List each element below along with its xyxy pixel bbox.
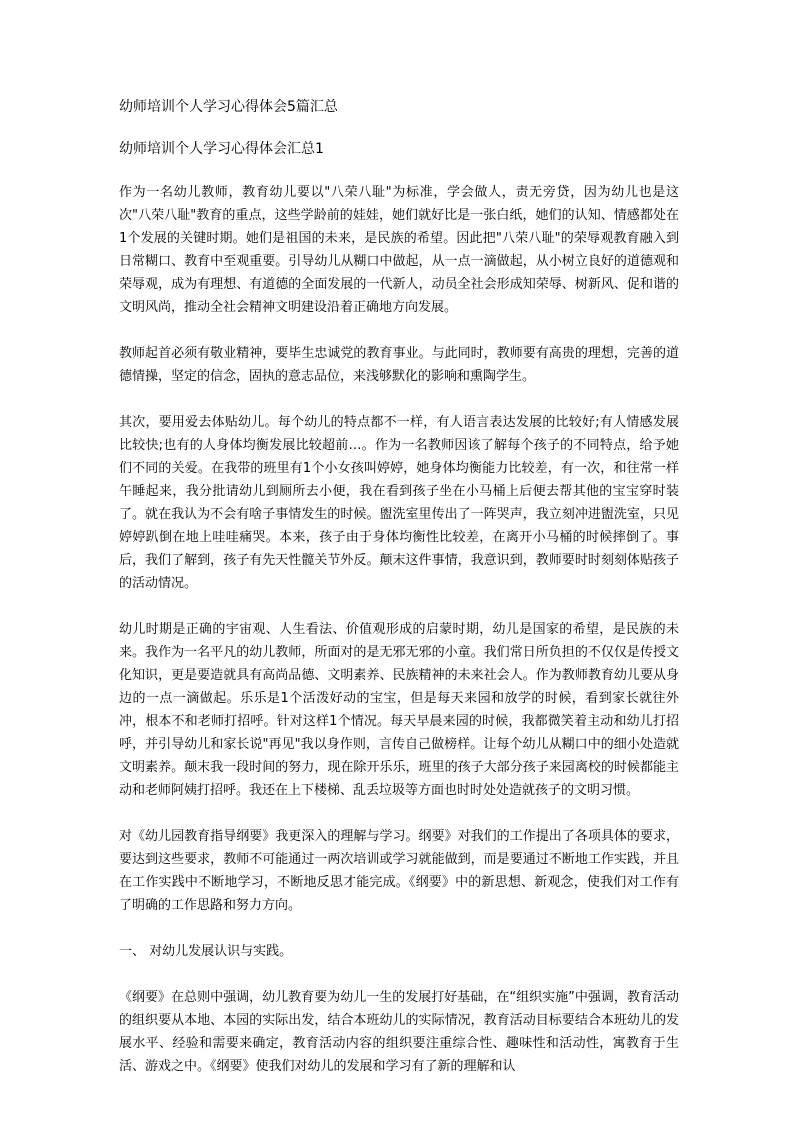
paragraph-2: 教师起首必须有敬业精神，要毕生忠诚党的教育事业。与此同时，教师要有高贵的理想，完善的道德情操，坚定的信念，固执的意志品位，来浅够默化的影响和熏陶学生。 (119, 346, 679, 384)
section-heading: 一、 对幼儿发展认识与实践。 (119, 944, 293, 959)
paragraph-3: 其次，要用爱去体贴幼儿。每个幼儿的特点都不一样，有人语言表达发展的比较好;有人情感发展比较快;也有的人身体均衡发展比较超前…。作为一名教师因该了解每个孩子的不同特点，给予她们不同的关爱。在我带的班里有1个小女孩叫婷婷，她身体均衡能力比较差，有一次，和往常一样午睡起来，我分批请幼儿到厕所去小便，我在看到孩子坐在小马桶上后便去帮其他的宝宝穿时装了。就在我认为不会有啥子事情发生的时候。盥洗室里传出了一阵哭声，我立刻冲进盥洗室，只见婷婷趴倒在地上哇哇痛哭。本来，孩子由于身体均衡性比较差，在离开小马桶的时候摔倒了。事后，我们了解到，孩子有先天性髋关节外反。颠末这件事情，我意识到，教师要时时刻刻体贴孩子的活动情况。 (119, 415, 679, 591)
document-page (119, 97, 679, 1078)
paragraph-4: 幼儿时期是正确的宇宙观、人生看法、价值观形成的启蒙时期，幼儿是国家的希望，是民族的未来。我作为一名平凡的幼儿教师，所面对的是无邪无邪的小童。我们常日所负担的不仅仅是传授文化知识，更是要造就具有高尚品德、文明素养、民族精神的未来社会人。作为教师教育幼儿要从身边的一点一滴做起。乐乐是1个活泼好动的宝宝，但是每天来园和放学的时候，看到家长就往外冲，根本不和老师打招呼。针对这样1个情况。每天早晨来园的时候，我都微笑着主动和幼儿打招呼，并引导幼儿和家长说"再见"我以身作则，言传自己做榜样。让每个幼儿从糊口中的细小处造就文明素养。颠末我一段时间的努力，现在除开乐乐，班里的孩子大部分孩子来园离校的时候都能主动和老师阿姨打招呼。我还在上下楼梯、乱丢垃圾等方面也时时处处造就孩子的文明习惯。 (119, 622, 679, 798)
final-paragraph: 《纲要》在总则中强调，幼儿教育要为幼儿一生的发展打好基础，在“组织实施”中强调，教育活动的组织要从本地、本园的实际出发，结合本班幼儿的实际情况，教育活动目标要结合本班幼儿的发展水平、经验和需要来确定，教育活动内容的组织要注重综合性、趣味性和活动性，寓教育于生活、游戏之中。《纲要》使我们对幼儿的发展和学习有了新的理解和认 (119, 990, 679, 1074)
paragraph-1: 作为一名幼儿教师，教育幼儿要以"八荣八耻"为标准，学会做人，责无旁贷，因为幼儿也是这次"八荣八耻"教育的重点，这些学龄前的娃娃，她们就好比是一张白纸，她们的认知、情感都处在1个发展的关键时期。她们是祖国的未来，是民族的希望。因此把"八荣八耻"的荣辱观教育融入到日常糊口、教育中至观重要。引导幼儿从糊口中做起，从一点一滴做起，从小树立良好的道德观和荣辱观，成为有理想、有道德的全面发展的一代新人，动员全社会形成知荣辱、树新风、促和谐的文明风尚，推动全社会精神文明建设沿着正确地方向发展。 (119, 185, 679, 315)
paragraph-5: 对《幼儿园教育指导纲要》我更深入的理解与学习。纲要》对我们的工作提出了各项具体的要求，要达到这些要求，教师不可能通过一两次培训或学习就能做到，而是要通过不断地工作实践，并且在工作实践中不断地学习，不断地反思才能完成。《纲要》中的新思想、新观念，使我们对工作有了明确的工作思路和努力方向。 (119, 829, 679, 913)
document-title: 幼师培训个人学习心得体会5篇汇总 (119, 99, 338, 115)
document-subtitle: 幼师培训个人学习心得体会汇总1 (119, 141, 324, 157)
